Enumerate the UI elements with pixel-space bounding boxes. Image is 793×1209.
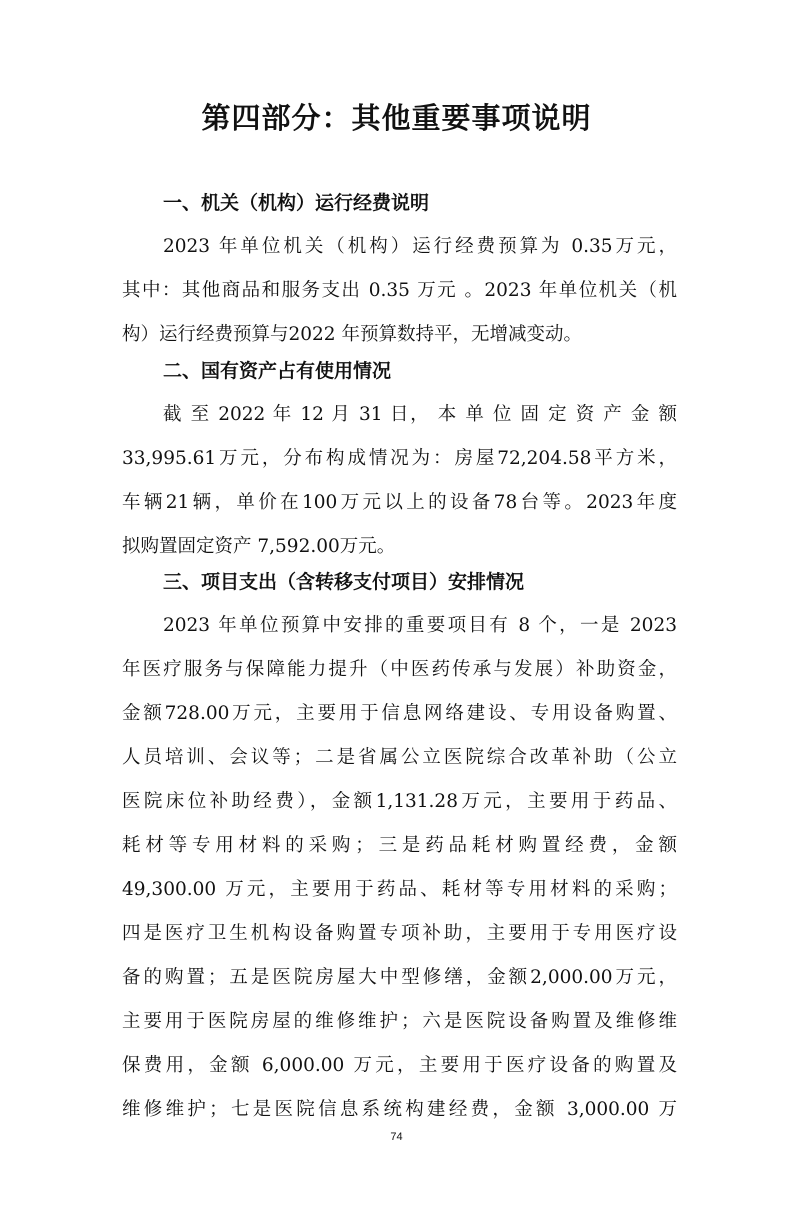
paragraph-line: 四是医疗卫生机构设备购置专项补助，主要用于专用医疗设 [122, 923, 677, 944]
paragraph-line: 2023 年单位机关（机构）运行经费预算为 0.35万元， [163, 236, 677, 257]
paragraph-line: 保费用，金额 6,000.00 万元，主要用于医疗设备的购置及 [122, 1055, 677, 1076]
paragraph-line: 构）运行经费预算与2022 年预算数持平，无增减变动。 [122, 324, 582, 345]
page-number: 74 [390, 1131, 403, 1143]
paragraph-line: 车辆21辆，单价在100万元以上的设备78台等。2023年度 [122, 492, 677, 513]
paragraph-line: 主要用于医院房屋的维修维护；六是医院设备购置及维修维 [122, 1011, 677, 1032]
paragraph-line: 2023 年单位预算中安排的重要项目有 8 个，一是 2023 [163, 615, 677, 636]
paragraph-line: 49,300.00 万元，主要用于药品、耗材等专用材料的采购； [122, 879, 677, 900]
paragraph-line: 拟购置固定资产 7,592.00万元。 [122, 536, 396, 557]
paragraph-line: 维修维护；七是医院信息系统构建经费，金额 3,000.00 万 [122, 1099, 677, 1120]
paragraph-line: 备的购置；五是医院房屋大中型修缮，金额2,000.00万元， [122, 967, 677, 988]
section-heading-2: 二、国有资产占有使用情况 [163, 360, 392, 382]
page-title: 第四部分：其他重要事项说明 [201, 101, 592, 135]
section-heading-3: 三、项目支出（含转移支付项目）安排情况 [163, 571, 525, 593]
paragraph-line: 其中：其他商品和服务支出 0.35 万元 。2023 年单位机关（机 [122, 280, 677, 301]
paragraph-line: 人员培训、会议等；二是省属公立医院综合改革补助（公立 [122, 747, 677, 768]
paragraph-line: 年医疗服务与保障能力提升（中医药传承与发展）补助资金， [122, 659, 677, 680]
paragraph-line: 金额728.00万元，主要用于信息网络建设、专用设备购置、 [122, 703, 677, 724]
paragraph-line: 耗材等专用材料的采购；三是药品耗材购置经费，金额 [122, 835, 677, 856]
paragraph-line: 33,995.61万元，分布构成情况为：房屋72,204.58平方米， [122, 448, 677, 469]
section-heading-1: 一、机关（机构）运行经费说明 [163, 192, 430, 214]
paragraph-line: 医院床位补助经费），金额1,131.28万元，主要用于药品、 [122, 791, 677, 812]
paragraph-line: 截 至 2022 年 12 月 31 日， 本 单 位 固 定 资 产 金 额 [163, 404, 677, 425]
